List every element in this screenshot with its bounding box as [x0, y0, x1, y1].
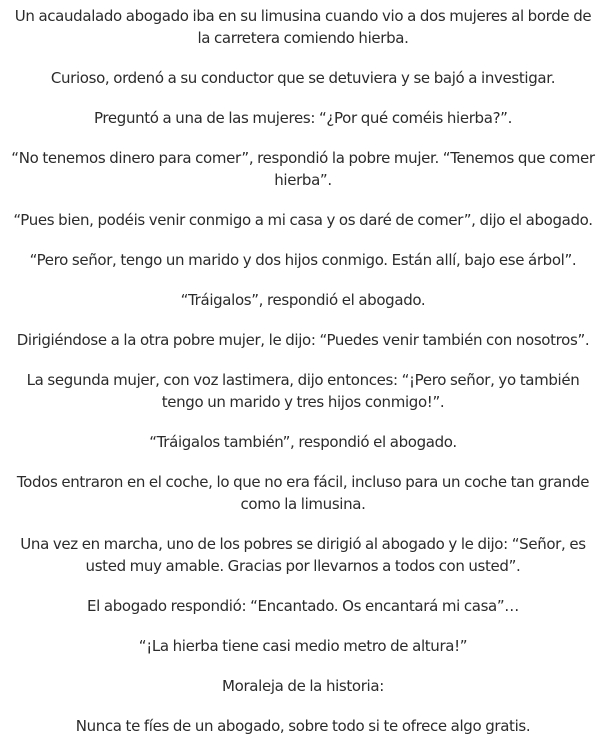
paragraph-4: “No tenemos dinero para comer”, respondió la pobre mujer. “Tenemos que comer hierba”.	[11, 149, 595, 189]
paragraph-12: Una vez en marcha, uno de los pobres se dirigió al abogado y le dijo: “Señor, es usted muy amable. Gracias por llevarnos a todos con usted”.	[20, 535, 586, 575]
paragraph-3: Preguntó a una de las mujeres: “¿Por qué coméis hierba?”.	[93, 109, 513, 127]
paragraph-13: El abogado respondió: “Encantado. Os encantará mi casa”…	[87, 597, 519, 615]
paragraph-1: Un acaudalado abogado iba en su limusina cuando vio a dos mujeres al borde de la carretera comiendo hierba.	[14, 7, 592, 47]
paragraph-7: “Tráigalos”, respondió el abogado.	[180, 291, 426, 309]
paragraph-14: “¡La hierba tiene casi medio metro de altura!”	[138, 637, 468, 655]
paragraph-8: Dirigiéndose a la otra pobre mujer, le dijo: “Puedes venir también con nosotros”.	[16, 331, 590, 349]
paragraph-16: Nunca te fíes de un abogado, sobre todo si te ofrece algo gratis.	[75, 717, 531, 735]
paragraph-6: “Pero señor, tengo un marido y dos hijos conmigo. Están allí, bajo ese árbol”.	[29, 251, 577, 269]
paragraph-11: Todos entraron en el coche, lo que no era fácil, incluso para un coche tan grande como la limusina.	[16, 473, 590, 513]
paragraph-9: La segunda mujer, con voz lastimera, dijo entonces: “¡Pero señor, yo también tengo un marido y tres hijos conmigo!”.	[26, 371, 580, 411]
paragraph-5: “Pues bien, podéis venir conmigo a mi casa y os daré de comer”, dijo el abogado.	[13, 211, 593, 229]
paragraph-15: Moraleja de la historia:	[222, 677, 384, 695]
paragraph-2: Curioso, ordenó a su conductor que se detuviera y se bajó a investigar.	[50, 69, 556, 87]
paragraph-10: “Tráigalos también”, respondió el abogado.	[149, 433, 457, 451]
